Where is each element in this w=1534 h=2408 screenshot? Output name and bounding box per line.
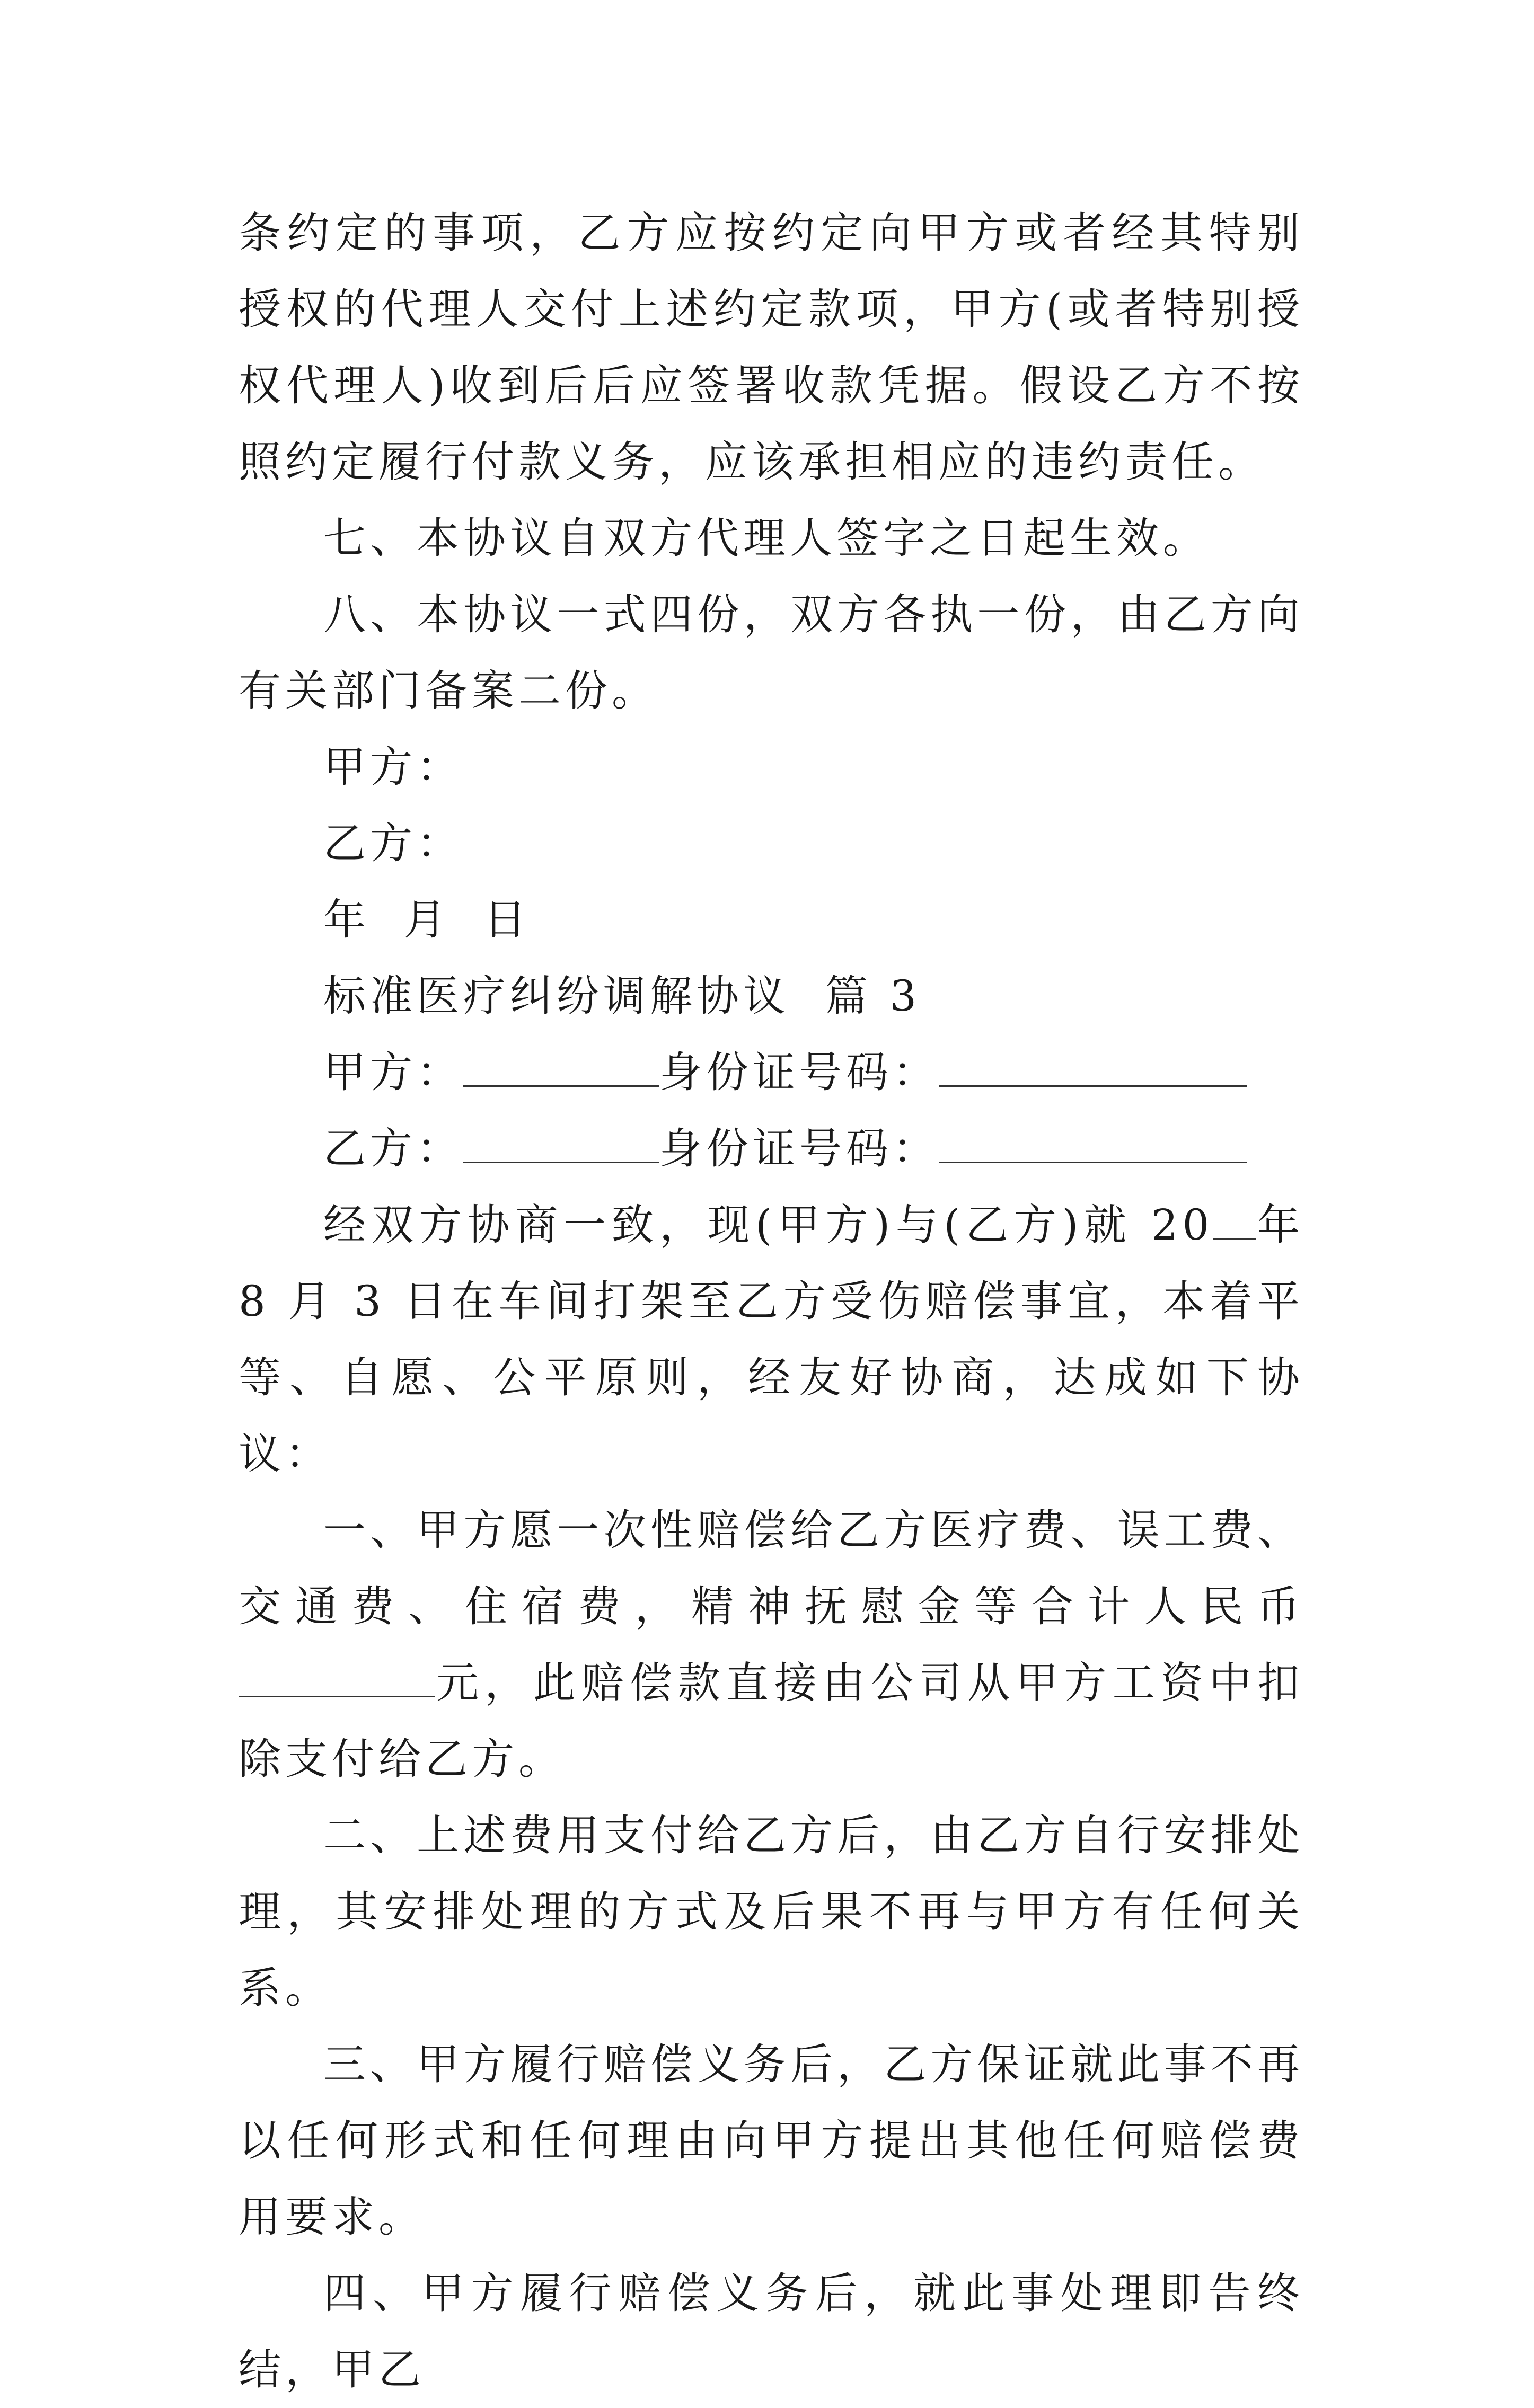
paragraph-clause-1	[239, 1492, 1304, 1798]
party-b-id-blank	[939, 1123, 1247, 1163]
paragraph-clause-8: 八、本协议一式四份，双方各执一份，由乙方向有关部门备案二份。	[239, 590, 1304, 715]
signature-party-b: 乙方：	[323, 819, 463, 868]
paragraph-agreement-intro	[239, 1187, 1304, 1492]
paragraph-clause-2: 二、上述费用支付给乙方后，由乙方自行安排处理，其安排处理的方式及后果不再与甲方有任何关系。	[239, 1811, 1304, 2013]
intro-text-part1: 经双方协商一致，现(甲方)与(乙方)就 20	[323, 1200, 1214, 1250]
party-a-name-blank	[463, 1047, 659, 1087]
intro-text-part2: 年 8 月 3 日在车间打架至乙方受伤赔偿事宜，本着平等、自愿、公平原则，经友好协商，达成如下协议：	[239, 1200, 1304, 1479]
paragraph-clause-3: 三、甲方履行赔偿义务后，乙方保证就此事不再以任何形式和任何理由向甲方提出其他任何赔偿费用要求。	[239, 2040, 1304, 2242]
paragraph-clause-7: 七、本协议自双方代理人签字之日起生效。	[323, 514, 1210, 563]
signature-party-a: 甲方：	[323, 742, 463, 792]
paragraph-clause-4: 四、甲方履行赔偿义务后，就此事处理即告终结，甲乙	[239, 2269, 1304, 2394]
party-b-row	[239, 1111, 1304, 1187]
party-a-row	[239, 1034, 1304, 1111]
party-b-name-blank	[463, 1123, 659, 1163]
paragraph-payment-terms: 条约定的事项，乙方应按约定向甲方或者经其特别授权的代理人交付上述约定款项，甲方(或者特别授权代理人)收到后后应签署收款凭据。假设乙方不按照约定履行付款义务，应该承担相应的违约责任。	[239, 208, 1304, 486]
section-title: 标准医疗纠纷调解协议 篇 3	[323, 971, 921, 1021]
party-a-id-label: 身份证号码：	[659, 1048, 939, 1097]
signature-date: 年 月 日	[323, 895, 531, 944]
party-a-label: 甲方：	[323, 1048, 463, 1097]
document-body	[239, 195, 1304, 2408]
party-b-label: 乙方：	[323, 1124, 463, 1173]
clause-1-part1: 一、甲方愿一次性赔偿给乙方医疗费、误工费、交通费、住宿费，精神抚慰金等合计人民币	[239, 1506, 1304, 1631]
clause-1-part2: 元，此赔偿款直接由公司从甲方工资中扣除支付给乙方。	[239, 1658, 1304, 1784]
year-blank	[1213, 1200, 1256, 1240]
party-b-id-label: 身份证号码：	[659, 1124, 939, 1173]
amount-blank	[239, 1658, 435, 1697]
party-a-id-blank	[939, 1047, 1247, 1087]
